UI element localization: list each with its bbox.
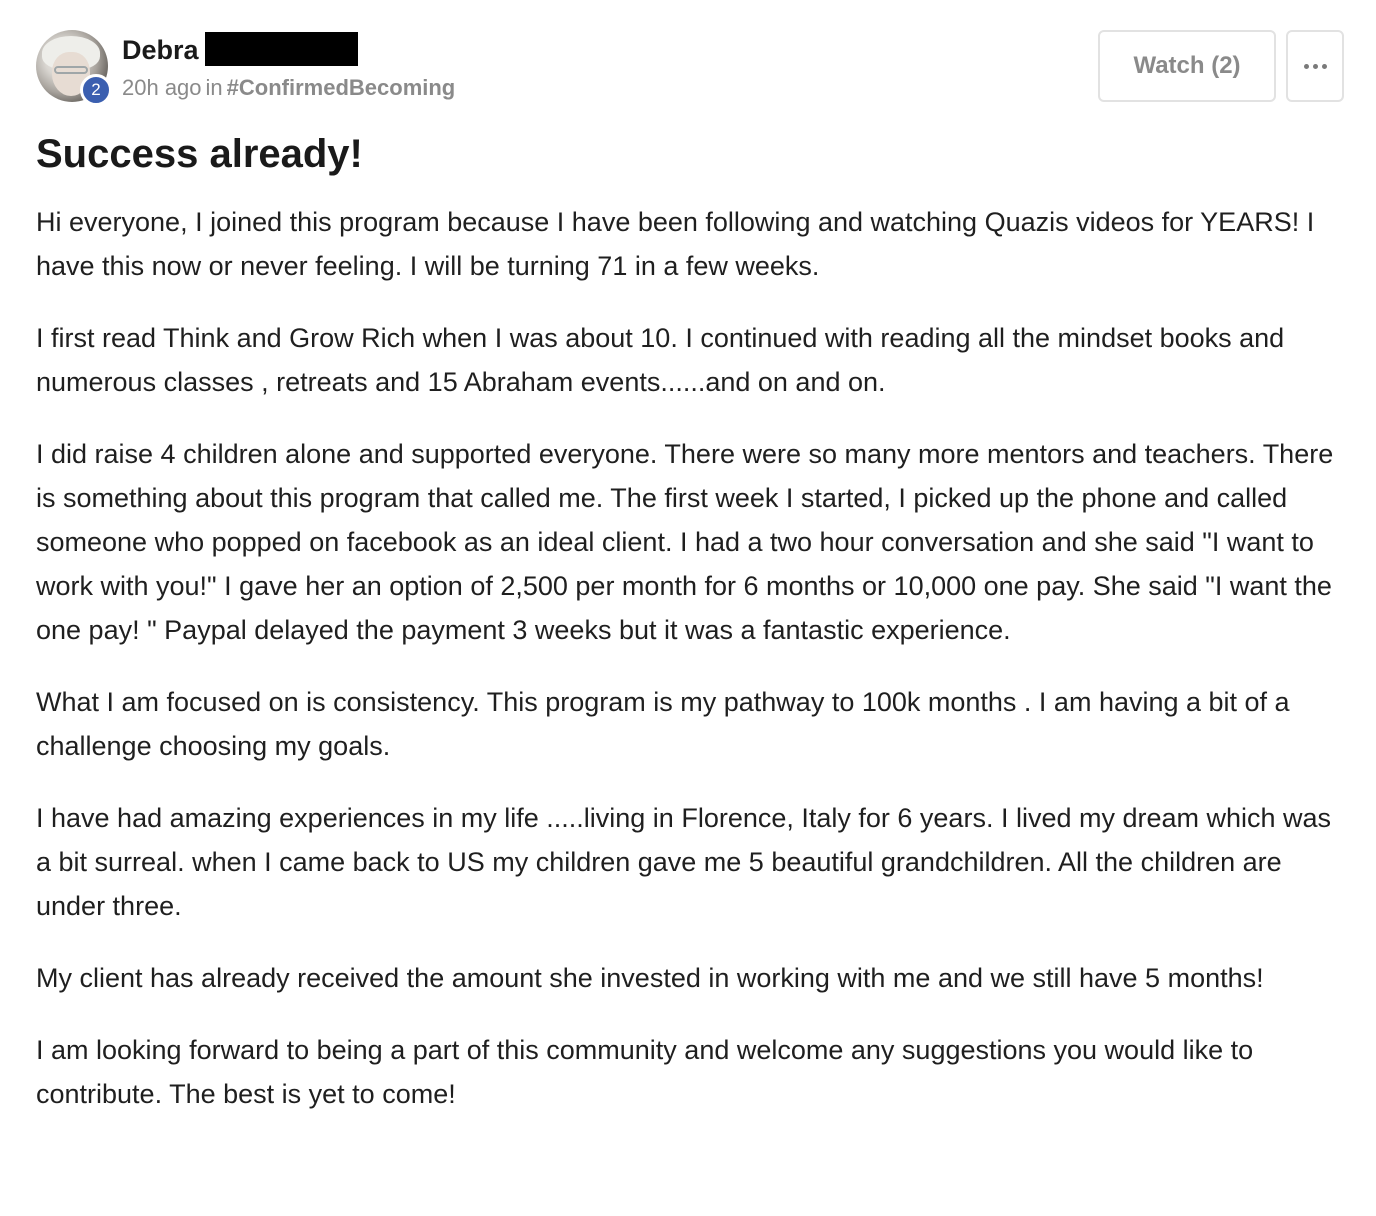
level-badge: 2 bbox=[80, 74, 112, 106]
ellipsis-dot bbox=[1304, 64, 1309, 69]
redacted-surname bbox=[205, 32, 358, 66]
author-name[interactable]: Debra bbox=[122, 35, 199, 65]
post-paragraph: I did raise 4 children alone and supported everyone. There were so many more mentors and teachers. There is something about this program that called me. The first week I started, I picked up the phone and called someone who popped on facebook as an ideal client. I had a two hour conversation and she said "I want to work with you!" I gave her an option of 2,500 per month for 6 months or 10,000 one pay. She said "I want the one pay! " Paypal delayed the payment 3 weeks but it was a fantastic experience. bbox=[36, 439, 1334, 645]
post-body bbox=[36, 200, 1346, 1116]
author-avatar[interactable] bbox=[36, 30, 108, 102]
post-paragraph: I first read Think and Grow Rich when I was about 10. I continued with reading all the mindset books and numerous classes , retreats and 15 Abraham events......and on and on. bbox=[36, 323, 1285, 397]
meta-preposition: in bbox=[205, 75, 223, 100]
ellipsis-icon bbox=[1304, 64, 1328, 70]
post-card bbox=[36, 30, 1346, 1144]
post-time: 20h ago bbox=[122, 75, 202, 100]
post-paragraph: Hi everyone, I joined this program because I have been following and watching Quazis videos for YEARS! I have this now or never feeling. I will be turning 71 in a few weeks. bbox=[36, 207, 1315, 281]
ellipsis-dot bbox=[1313, 64, 1318, 69]
avatar-glasses bbox=[54, 66, 88, 74]
post-paragraph: I have had amazing experiences in my life .....living in Florence, Italy for 6 years. I lived my dream which was a bit surreal. when I came back to US my children gave me 5 beautiful grandchildren. All the children are under three. bbox=[36, 803, 1332, 921]
more-options-button[interactable] bbox=[1286, 30, 1344, 102]
ellipsis-dot bbox=[1322, 64, 1327, 69]
post-title: Success already! bbox=[36, 132, 363, 176]
post-paragraph: What I am focused on is consistency. This program is my pathway to 100k months . I am having a bit of a challenge choosing my goals. bbox=[36, 687, 1290, 761]
post-paragraph: I am looking forward to being a part of this community and welcome any suggestions you would like to contribute. The best is yet to come! bbox=[36, 1035, 1254, 1109]
post-header bbox=[36, 30, 1346, 104]
watch-button[interactable]: Watch (2) bbox=[1098, 30, 1276, 102]
post-meta bbox=[122, 74, 455, 102]
channel-link[interactable]: #ConfirmedBecoming bbox=[226, 75, 456, 100]
post-paragraph: My client has already received the amount she invested in working with me and we still have 5 months! bbox=[36, 963, 1264, 993]
